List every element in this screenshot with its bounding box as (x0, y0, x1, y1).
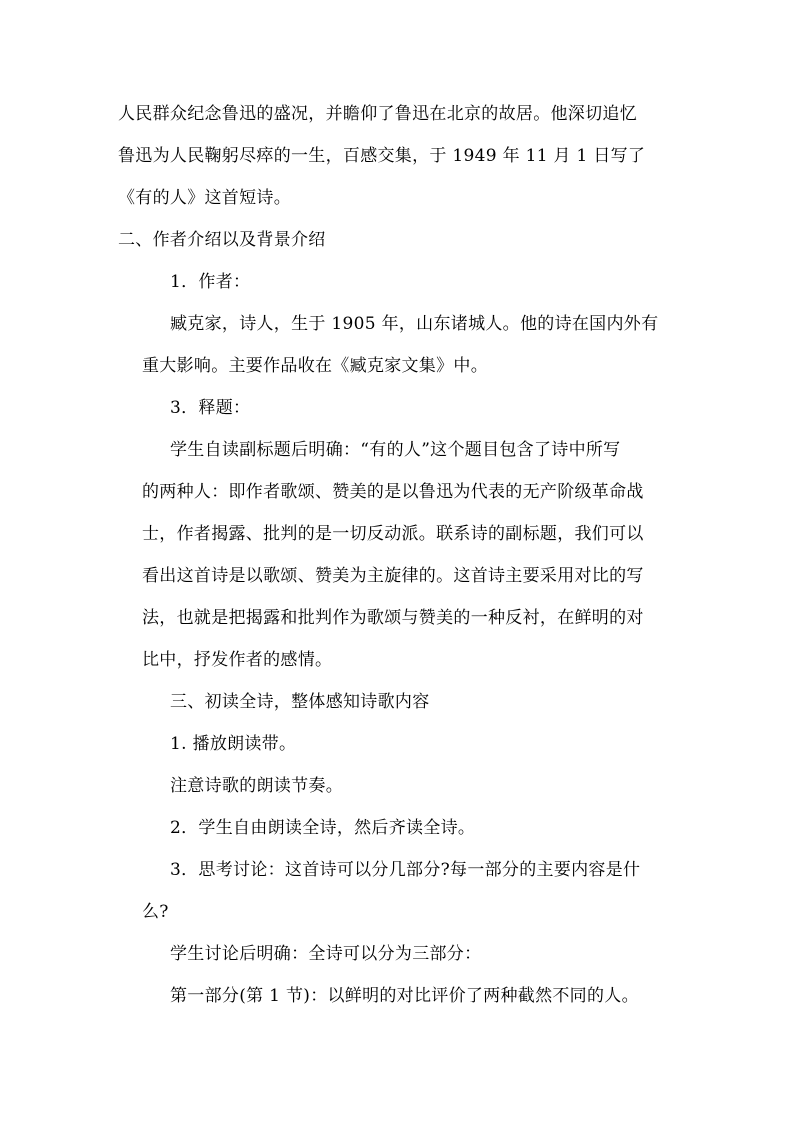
subheading: 3．释题： (170, 398, 251, 418)
paragraph-line: 注意诗歌的朗读节奏。 (170, 776, 343, 796)
paragraph-line: 《有的人》这首短诗。 (118, 188, 291, 208)
paragraph-line: 看出这首诗是以歌颂、赞美为主旋律的。这首诗主要采用对比的写 (142, 566, 644, 586)
paragraph-line: 么? (142, 902, 169, 922)
paragraph-line: 第一部分(第 1 节)：以鲜明的对比评价了两种截然不同的人。 (170, 986, 639, 1006)
list-item: 3．思考讨论：这首诗可以分几部分?每一部分的主要内容是什 (170, 860, 641, 880)
paragraph-line: 学生讨论后明确：全诗可以分为三部分： (170, 944, 482, 964)
paragraph-line: 比中，抒发作者的感情。 (142, 650, 333, 670)
list-item: 1. 播放朗读带。 (170, 734, 297, 754)
paragraph-line: 学生自读副标题后明确：“有的人”这个题目包含了诗中所写 (170, 440, 621, 460)
section-heading: 二、作者介绍以及背景介绍 (118, 230, 326, 250)
paragraph-line: 重大影响。主要作品收在《臧克家文集》中。 (142, 356, 488, 376)
subheading: 1．作者： (170, 272, 251, 292)
paragraph-line: 鲁迅为人民鞠躬尽瘁的一生，百感交集，于 1949 年 11 月 1 日写了 (118, 146, 646, 166)
paragraph-line: 的两种人：即作者歌颂、赞美的是以鲁迅为代表的无产阶级革命战 (142, 482, 644, 502)
paragraph-line: 士，作者揭露、批判的是一切反动派。联系诗的副标题，我们可以 (142, 524, 644, 544)
paragraph-line: 臧克家，诗人，生于 1905 年，山东诸城人。他的诗在国内外有 (170, 314, 659, 334)
paragraph-line: 人民群众纪念鲁迅的盛况，并瞻仰了鲁迅在北京的故居。他深切追忆 (118, 104, 637, 124)
paragraph-line: 法，也就是把揭露和批判作为歌颂与赞美的一种反衬，在鲜明的对 (142, 608, 644, 628)
list-item: 2．学生自由朗读全诗，然后齐读全诗。 (170, 818, 476, 838)
section-heading: 三、初读全诗，整体感知诗歌内容 (170, 692, 430, 712)
